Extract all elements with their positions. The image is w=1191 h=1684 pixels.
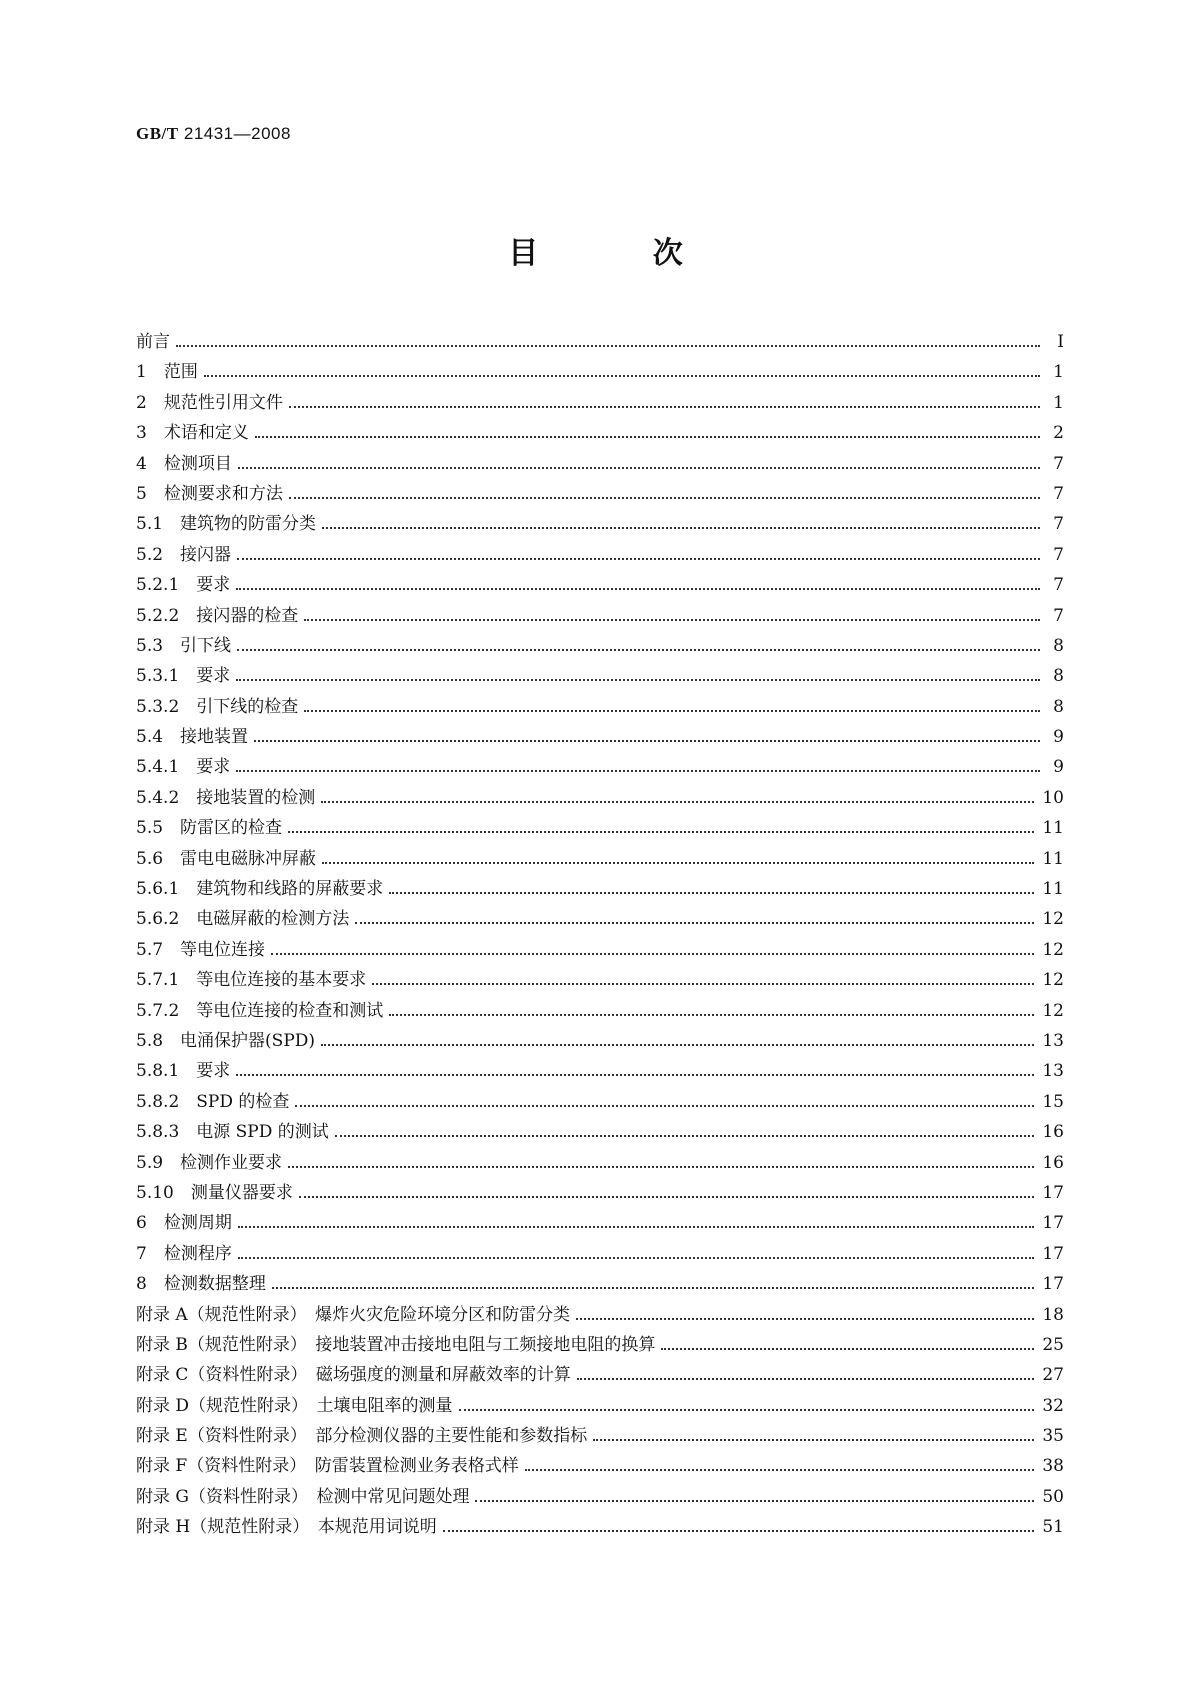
toc-entry[interactable] bbox=[136, 935, 1064, 965]
toc-dot-leader bbox=[236, 1056, 1034, 1076]
table-of-contents bbox=[136, 327, 1064, 1543]
toc-dot-leader bbox=[236, 570, 1040, 590]
standard-code bbox=[136, 124, 291, 144]
toc-entry-label: 附录 H（规范性附录） 本规范用词说明 bbox=[136, 1517, 437, 1538]
toc-entry[interactable] bbox=[136, 449, 1064, 479]
toc-entry-label: 6 检测周期 bbox=[136, 1213, 232, 1234]
toc-entry[interactable] bbox=[136, 783, 1064, 813]
toc-entry-page-number: 18 bbox=[1042, 1304, 1064, 1325]
toc-dot-leader bbox=[255, 418, 1040, 438]
toc-entry[interactable] bbox=[136, 965, 1064, 995]
toc-dot-leader bbox=[299, 1178, 1035, 1198]
toc-entry-page-number: 32 bbox=[1042, 1395, 1064, 1416]
toc-entry-page-number: 25 bbox=[1042, 1334, 1064, 1355]
toc-entry-page-number: 17 bbox=[1042, 1243, 1064, 1264]
toc-dot-leader bbox=[238, 1239, 1035, 1259]
toc-entry-label: 5.10 测量仪器要求 bbox=[136, 1182, 293, 1203]
toc-entry-label: 5.3.1 要求 bbox=[136, 666, 231, 687]
toc-dot-leader bbox=[321, 1026, 1034, 1046]
toc-entry[interactable] bbox=[136, 692, 1064, 722]
toc-entry-page-number: 7 bbox=[1053, 483, 1064, 504]
toc-entry-label: 前言 bbox=[136, 332, 170, 352]
toc-entry[interactable] bbox=[136, 631, 1064, 661]
toc-dot-leader bbox=[389, 874, 1034, 894]
toc-entry[interactable] bbox=[136, 813, 1064, 843]
toc-entry-page-number: 12 bbox=[1042, 909, 1064, 930]
toc-entry[interactable] bbox=[136, 1391, 1064, 1421]
toc-dot-leader bbox=[271, 935, 1034, 955]
toc-entry-page-number: 35 bbox=[1042, 1426, 1064, 1447]
toc-dot-leader bbox=[459, 1391, 1035, 1411]
toc-dot-leader bbox=[236, 661, 1040, 681]
toc-entry[interactable] bbox=[136, 1269, 1064, 1299]
toc-entry-page-number: 2 bbox=[1053, 423, 1064, 444]
toc-entry-label: 5.7.2 等电位连接的检查和测试 bbox=[136, 1000, 384, 1021]
toc-entry[interactable] bbox=[136, 1208, 1064, 1238]
toc-entry-label: 5.4 接地装置 bbox=[136, 727, 249, 748]
toc-entry[interactable] bbox=[136, 1056, 1064, 1086]
toc-entry-page-number: 38 bbox=[1042, 1456, 1064, 1477]
toc-dot-leader bbox=[335, 1117, 1035, 1137]
toc-entry-label: 附录 A（规范性附录） 爆炸火灾危险环境分区和防雷分类 bbox=[136, 1304, 571, 1325]
toc-entry-label: 5.3 引下线 bbox=[136, 635, 232, 656]
toc-dot-leader bbox=[288, 813, 1034, 833]
toc-entry[interactable] bbox=[136, 1148, 1064, 1178]
toc-entry-page-number: 8 bbox=[1053, 666, 1064, 687]
toc-entry[interactable] bbox=[136, 1421, 1064, 1451]
toc-entry[interactable] bbox=[136, 722, 1064, 752]
toc-entry[interactable] bbox=[136, 1451, 1064, 1481]
toc-entry-page-number: 7 bbox=[1053, 453, 1064, 474]
toc-dot-leader bbox=[204, 357, 1040, 377]
toc-dot-leader bbox=[236, 752, 1040, 772]
toc-entry-page-number: 11 bbox=[1042, 879, 1064, 900]
toc-entry-page-number: 12 bbox=[1042, 1000, 1064, 1021]
toc-entry-label: 5.6 雷电电磁脉冲屏蔽 bbox=[136, 848, 317, 869]
toc-dot-leader bbox=[238, 449, 1040, 469]
toc-entry-label: 4 检测项目 bbox=[136, 453, 232, 474]
toc-dot-leader bbox=[176, 327, 1040, 347]
toc-entry-label: 3 术语和定义 bbox=[136, 423, 249, 444]
toc-dot-leader bbox=[322, 844, 1034, 864]
toc-entry[interactable] bbox=[136, 418, 1064, 448]
toc-entry[interactable] bbox=[136, 1330, 1064, 1360]
toc-entry-label: 5.4.2 接地装置的检测 bbox=[136, 787, 316, 808]
toc-entry-label: 5.2.2 接闪器的检查 bbox=[136, 605, 299, 626]
toc-dot-leader bbox=[288, 1148, 1034, 1168]
toc-dot-leader bbox=[289, 388, 1040, 408]
toc-entry-page-number: 1 bbox=[1053, 392, 1064, 413]
toc-entry-label: 7 检测程序 bbox=[136, 1243, 232, 1264]
toc-entry[interactable] bbox=[136, 661, 1064, 691]
toc-entry-page-number: 7 bbox=[1053, 605, 1064, 626]
toc-entry-label: 5.3.2 引下线的检查 bbox=[136, 696, 299, 717]
toc-entry[interactable] bbox=[136, 1360, 1064, 1390]
toc-entry-page-number: 13 bbox=[1042, 1061, 1064, 1082]
toc-dot-leader bbox=[237, 540, 1040, 560]
toc-entry-label: 5.2.1 要求 bbox=[136, 575, 231, 596]
toc-entry-page-number: 50 bbox=[1042, 1486, 1064, 1507]
toc-dot-leader bbox=[661, 1330, 1034, 1350]
standard-number: 21431—2008 bbox=[183, 124, 291, 143]
toc-dot-leader bbox=[322, 509, 1040, 529]
toc-dot-leader bbox=[238, 1208, 1035, 1228]
toc-entry-label: 5.8.2 SPD 的检查 bbox=[136, 1091, 290, 1112]
toc-dot-leader bbox=[321, 783, 1034, 803]
toc-entry[interactable] bbox=[136, 388, 1064, 418]
toc-dot-leader bbox=[237, 631, 1040, 651]
toc-entry-page-number: 16 bbox=[1042, 1122, 1064, 1143]
toc-entry-label: 附录 D（规范性附录） 土壤电阻率的测量 bbox=[136, 1395, 453, 1416]
toc-entry-label: 2 规范性引用文件 bbox=[136, 392, 283, 413]
toc-entry[interactable] bbox=[136, 1178, 1064, 1208]
toc-entry-label: 5.4.1 要求 bbox=[136, 757, 231, 778]
toc-entry-page-number: 9 bbox=[1053, 757, 1064, 778]
toc-entry-page-number: 1 bbox=[1053, 362, 1064, 383]
toc-entry-label: 5.6.2 电磁屏蔽的检测方法 bbox=[136, 909, 350, 930]
toc-entry-page-number: 7 bbox=[1053, 514, 1064, 535]
toc-dot-leader bbox=[372, 965, 1034, 985]
toc-dot-leader bbox=[304, 601, 1040, 621]
toc-entry-label: 附录 C（资料性附录） 磁场强度的测量和屏蔽效率的计算 bbox=[136, 1365, 571, 1386]
toc-entry-page-number: 10 bbox=[1042, 787, 1064, 808]
toc-entry[interactable] bbox=[136, 1117, 1064, 1147]
toc-entry-label: 5.6.1 建筑物和线路的屏蔽要求 bbox=[136, 879, 384, 900]
toc-entry-page-number: 7 bbox=[1053, 544, 1064, 565]
toc-entry-label: 附录 G（资料性附录） 检测中常见问题处理 bbox=[136, 1486, 470, 1507]
toc-entry-page-number: 12 bbox=[1042, 939, 1064, 960]
toc-dot-leader bbox=[475, 1482, 1034, 1502]
toc-entry-label: 附录 F（资料性附录） 防雷装置检测业务表格式样 bbox=[136, 1456, 519, 1477]
standard-prefix: GB/T bbox=[136, 124, 179, 143]
toc-entry-label: 5.7 等电位连接 bbox=[136, 939, 266, 960]
toc-entry[interactable] bbox=[136, 844, 1064, 874]
toc-entry-label: 5.8.3 电源 SPD 的测试 bbox=[136, 1122, 329, 1143]
toc-entry-page-number: 17 bbox=[1042, 1182, 1064, 1203]
toc-entry-page-number: 9 bbox=[1053, 727, 1064, 748]
toc-dot-leader bbox=[295, 1087, 1034, 1107]
toc-entry-page-number: I bbox=[1057, 332, 1064, 352]
toc-entry-label: 5.9 检测作业要求 bbox=[136, 1152, 283, 1173]
toc-dot-leader bbox=[525, 1451, 1035, 1471]
toc-entry-page-number: 17 bbox=[1042, 1274, 1064, 1295]
toc-entry[interactable] bbox=[136, 1026, 1064, 1056]
toc-entry[interactable] bbox=[136, 540, 1064, 570]
toc-entry[interactable] bbox=[136, 1482, 1064, 1512]
toc-entry-page-number: 11 bbox=[1042, 848, 1064, 869]
toc-entry[interactable] bbox=[136, 752, 1064, 782]
toc-dot-leader bbox=[304, 692, 1040, 712]
toc-dot-leader bbox=[355, 904, 1034, 924]
toc-entry-page-number: 11 bbox=[1042, 818, 1064, 839]
toc-entry[interactable] bbox=[136, 357, 1064, 387]
toc-dot-leader bbox=[289, 479, 1040, 499]
toc-entry[interactable] bbox=[136, 1239, 1064, 1269]
toc-entry-label: 8 检测数据整理 bbox=[136, 1274, 266, 1295]
toc-entry-label: 5.5 防雷区的检查 bbox=[136, 818, 283, 839]
toc-entry-label: 5.2 接闪器 bbox=[136, 544, 232, 565]
toc-entry[interactable] bbox=[136, 874, 1064, 904]
toc-entry-label: 1 范围 bbox=[136, 362, 198, 383]
toc-entry-label: 5.8 电涌保护器(SPD) bbox=[136, 1030, 316, 1051]
toc-entry-page-number: 51 bbox=[1042, 1517, 1064, 1538]
toc-entry[interactable] bbox=[136, 1300, 1064, 1330]
toc-entry-page-number: 27 bbox=[1042, 1365, 1064, 1386]
toc-entry[interactable] bbox=[136, 601, 1064, 631]
toc-entry-page-number: 8 bbox=[1053, 635, 1064, 656]
toc-dot-leader bbox=[389, 996, 1034, 1016]
toc-entry-label: 附录 B（规范性附录） 接地装置冲击接地电阻与工频接地电阻的换算 bbox=[136, 1334, 656, 1355]
toc-entry[interactable] bbox=[136, 509, 1064, 539]
toc-dot-leader bbox=[254, 722, 1040, 742]
toc-dot-leader bbox=[443, 1512, 1035, 1532]
toc-entry[interactable] bbox=[136, 1512, 1064, 1542]
toc-entry-page-number: 17 bbox=[1042, 1213, 1064, 1234]
toc-entry-label: 5.7.1 等电位连接的基本要求 bbox=[136, 970, 367, 991]
toc-dot-leader bbox=[576, 1300, 1034, 1320]
toc-entry-page-number: 15 bbox=[1042, 1091, 1064, 1112]
toc-entry-page-number: 7 bbox=[1053, 575, 1064, 596]
toc-dot-leader bbox=[593, 1421, 1034, 1441]
toc-entry[interactable] bbox=[136, 479, 1064, 509]
toc-entry[interactable] bbox=[136, 327, 1064, 357]
toc-entry-page-number: 16 bbox=[1042, 1152, 1064, 1173]
toc-dot-leader bbox=[577, 1360, 1034, 1380]
toc-entry-label: 5 检测要求和方法 bbox=[136, 483, 283, 504]
toc-entry-page-number: 13 bbox=[1042, 1030, 1064, 1051]
toc-entry[interactable] bbox=[136, 1087, 1064, 1117]
toc-entry-label: 5.8.1 要求 bbox=[136, 1061, 231, 1082]
toc-entry[interactable] bbox=[136, 904, 1064, 934]
page-title: 目 次 bbox=[508, 236, 735, 271]
toc-dot-leader bbox=[272, 1269, 1035, 1289]
toc-entry-label: 附录 E（资料性附录） 部分检测仪器的主要性能和参数指标 bbox=[136, 1426, 588, 1447]
toc-entry[interactable] bbox=[136, 996, 1064, 1026]
toc-entry-page-number: 8 bbox=[1053, 696, 1064, 717]
toc-entry[interactable] bbox=[136, 570, 1064, 600]
toc-entry-page-number: 12 bbox=[1042, 970, 1064, 991]
toc-entry-label: 5.1 建筑物的防雷分类 bbox=[136, 514, 317, 535]
